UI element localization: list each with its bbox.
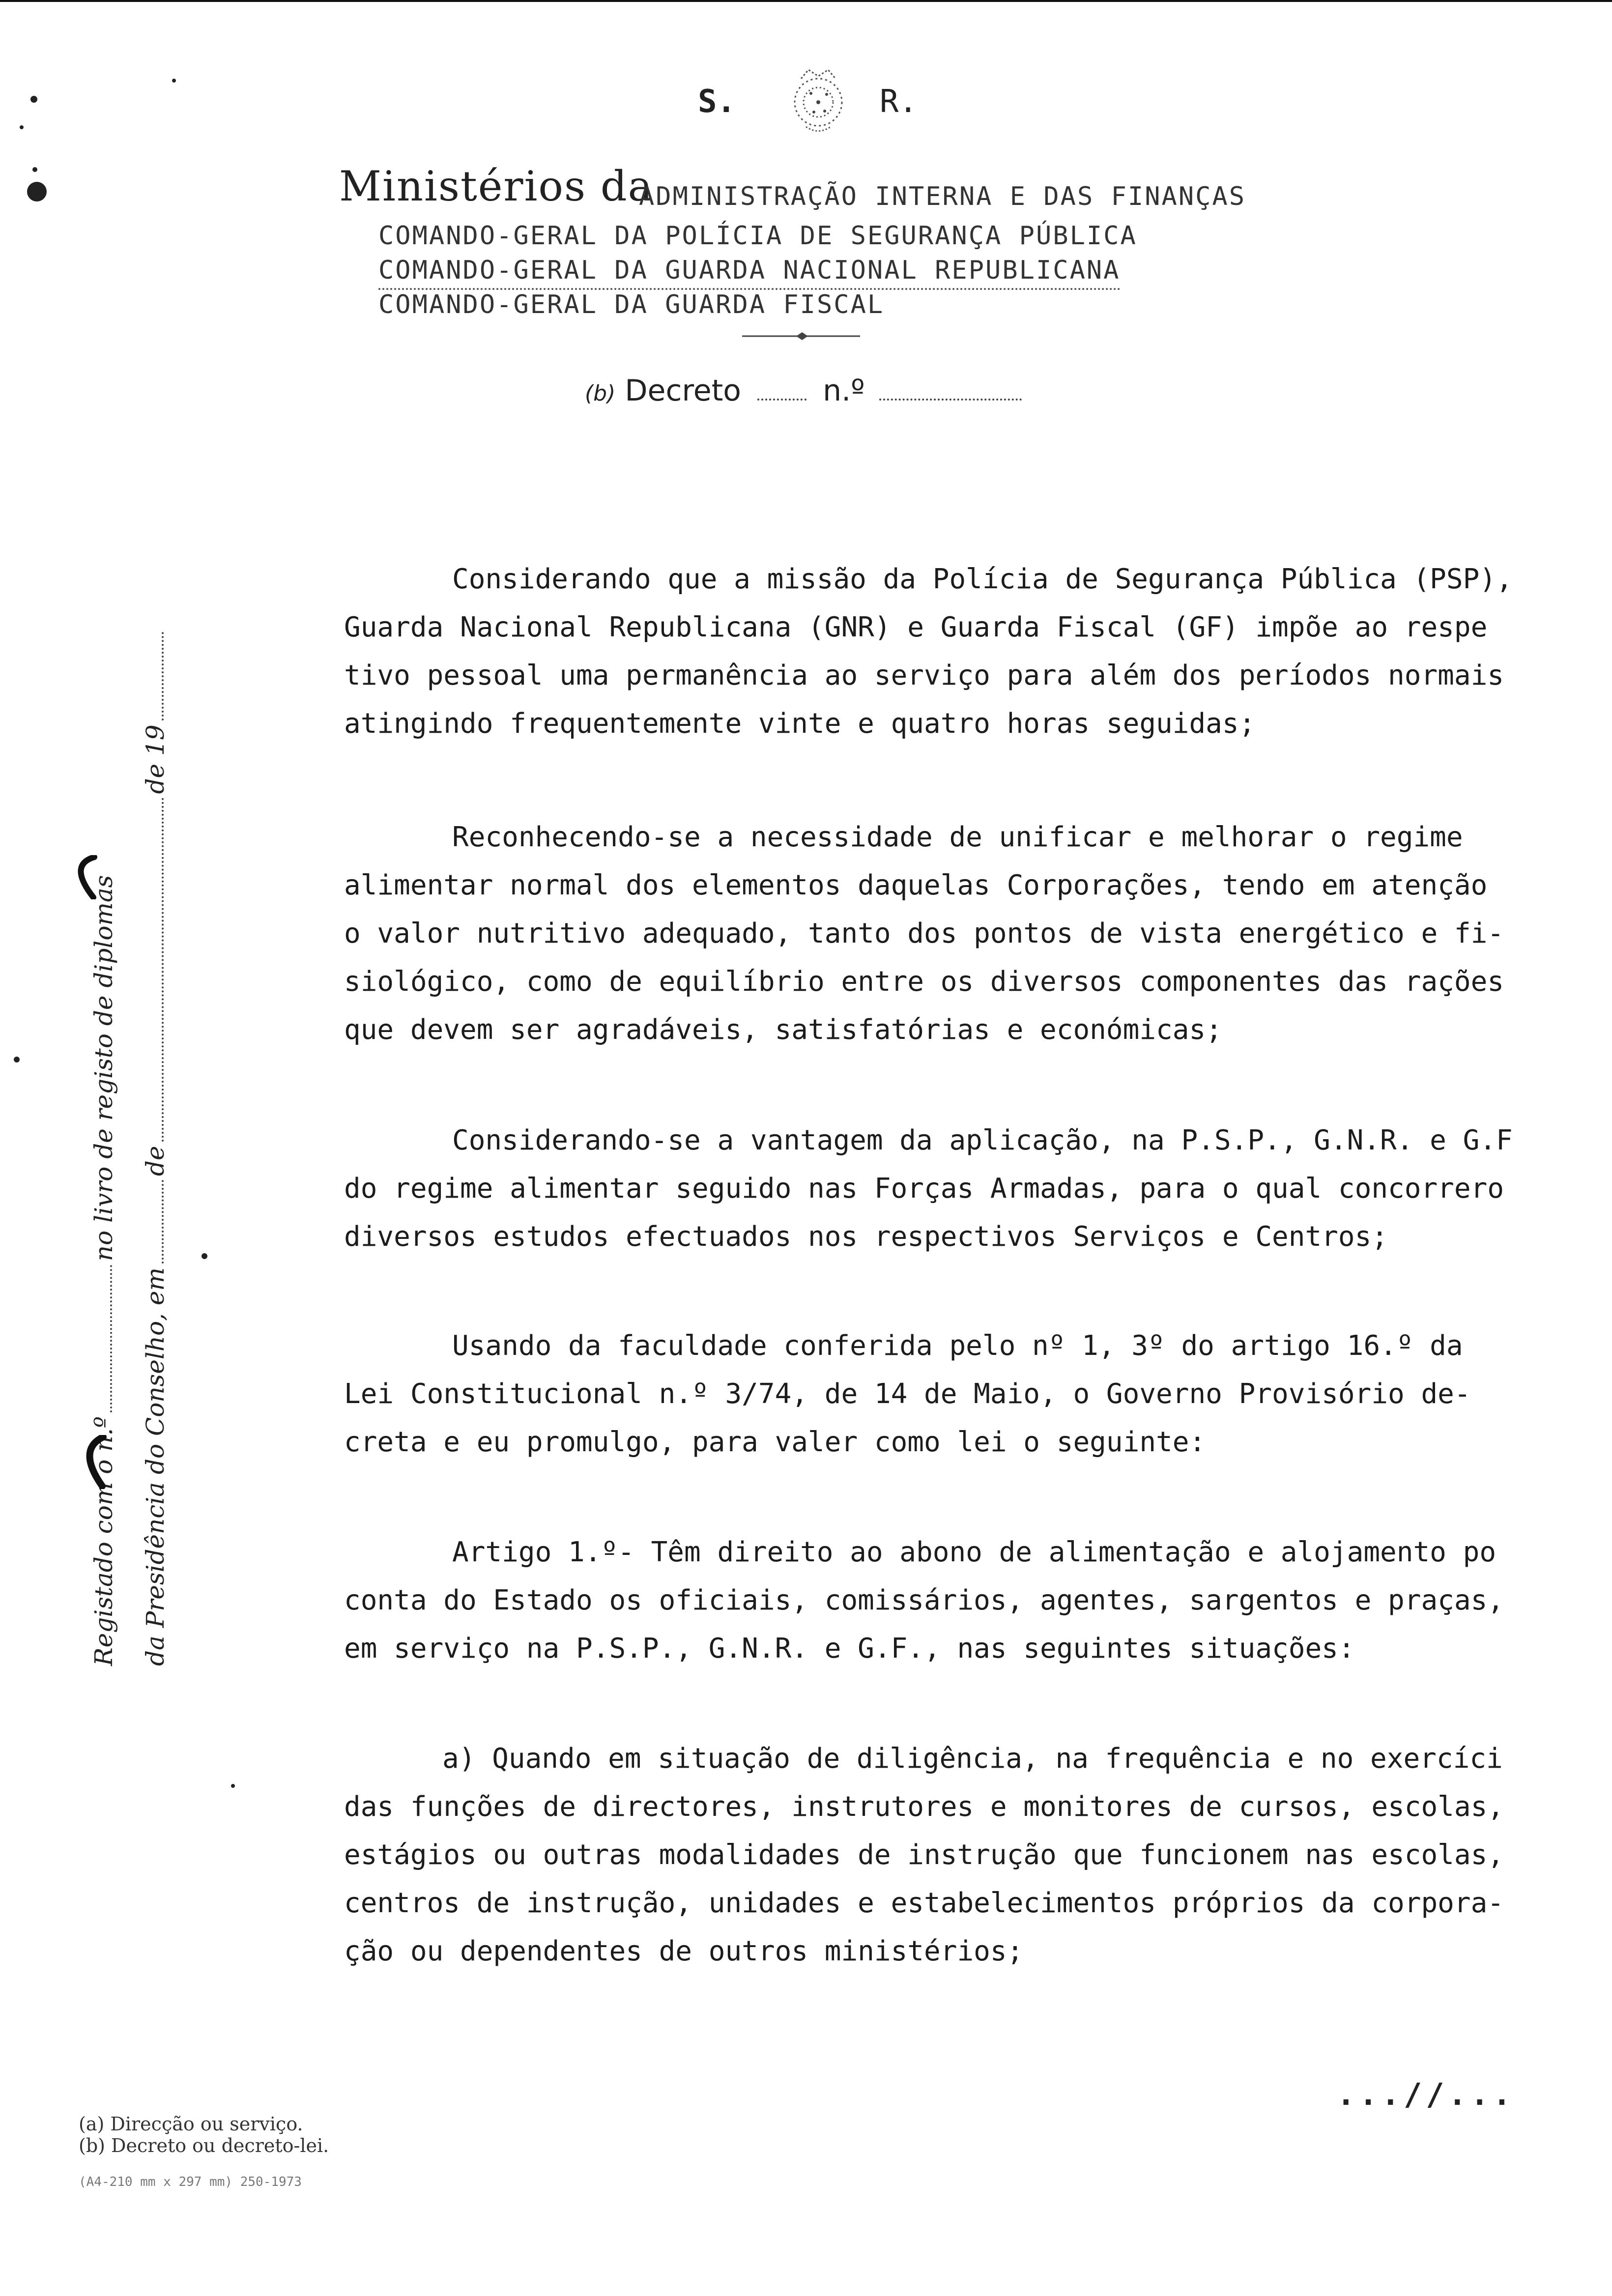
paragraph-considerando-missao [344, 555, 1607, 748]
paragraph-considerando-vantagem [344, 1117, 1607, 1261]
seal-right-letter: R. [880, 84, 918, 120]
paragraph-line: Guarda Nacional Republicana (GNR) e Guarda Fiscal (GF) impõe ao respe [344, 611, 1488, 643]
page-top-rule [0, 0, 1612, 2]
side-registry-line-2 [118, 388, 170, 1666]
paragraph-line: o valor nutritivo adequado, tanto dos pontos de vista energético e fi- [344, 918, 1504, 949]
registry-year-label: de 19 [141, 724, 170, 794]
ministerios-heading: Ministérios da [339, 162, 654, 210]
paragraph-line: em serviço na P.S.P., G.N.R. e G.F., nas seguintes situações: [344, 1633, 1355, 1665]
command-psp: COMANDO-GERAL DA POLÍCIA DE SEGURANÇA PÚBLICA [378, 221, 1137, 251]
scan-speck [20, 125, 24, 129]
footnote-a: (a) Direcção ou serviço. [79, 2113, 303, 2135]
command-gnr: COMANDO-GERAL DA GUARDA NACIONAL REPUBLICANA [378, 256, 1121, 290]
paragraph-line: do regime alimentar seguido nas Forças Armadas, para o qual concorrero [344, 1173, 1504, 1205]
article-1-item-a [344, 1735, 1607, 1976]
decree-number-label: n.º [823, 373, 865, 408]
scan-speck [172, 79, 176, 83]
paragraph-line: Considerando-se a vantagem da aplicação, na P.S.P., G.N.R. e G.F [452, 1124, 1513, 1156]
scan-speck [32, 167, 37, 172]
decree-blank-field [757, 399, 806, 401]
scan-speck [14, 1057, 20, 1062]
paragraph-line: Lei Constitucional n.º 3/74, de 14 de Maio, o Governo Provisório de- [344, 1378, 1471, 1410]
paragraph-line: tivo pessoal uma permanência ao serviço para além dos períodos normais [344, 660, 1504, 691]
seal-row [698, 64, 973, 138]
registry-year-field [162, 632, 164, 720]
paragraph-line: creta e eu promulgo, para valer como lei o seguinte: [344, 1426, 1206, 1458]
paragraph-line: a) Quando em situação de diligência, na frequência e no exercíci [442, 1743, 1503, 1775]
decree-line [585, 373, 1022, 408]
paragraph-line: siológico, como de equilíbrio entre os diversos componentes das rações [344, 966, 1504, 998]
footnote-b: (b) Decreto ou decreto-lei. [79, 2135, 329, 2156]
print-reference: (A4-210 mm x 297 mm) 250-1973 [79, 2175, 302, 2189]
paragraph-line: Artigo 1.º- Têm direito ao abono de alimentação e alojamento po [452, 1536, 1497, 1568]
registry-book-label: no livro de registo de diplomas [89, 875, 118, 1262]
decree-number-field [879, 399, 1022, 401]
paragraph-line: Considerando que a missão da Polícia de Segurança Pública (PSP), [452, 563, 1513, 595]
paragraph-line: que devem ser agradáveis, satisfatórias e económicas; [344, 1014, 1222, 1046]
decree-prefix: (b) [585, 381, 616, 406]
ministerios-department: ADMINISTRAÇÃO INTERNA E DAS FINANÇAS [639, 182, 1246, 211]
command-gf: COMANDO-GERAL DA GUARDA FISCAL [378, 290, 885, 319]
header-flourish [742, 330, 860, 342]
article-1 [344, 1528, 1607, 1673]
paragraph-line: das funções de directores, instrutores e monitores de cursos, escolas, [344, 1791, 1504, 1823]
continuation-mark: ...//... [1337, 2076, 1515, 2112]
paragraph-line: Usando da faculdade conferida pelo nº 1, 3º do artigo 16.º da [452, 1330, 1463, 1362]
scan-speck [27, 182, 47, 201]
official-seal-emblem [772, 64, 865, 138]
registry-number-field [110, 1265, 112, 1412]
paragraph-reconhecendo [344, 813, 1607, 1054]
scan-speck [202, 1253, 207, 1259]
paragraph-line: atingindo frequentemente vinte e quatro horas seguidas; [344, 708, 1256, 740]
margin-bracket-lower [74, 1435, 108, 1489]
registry-date-label: da Presidência do Conselho, em [141, 1267, 170, 1666]
paragraph-line: conta do Estado os oficiais, comissários, agentes, sargentos e praças, [344, 1584, 1504, 1616]
paragraph-line: Reconhecendo-se a necessidade de unificar e melhorar o regime [452, 821, 1463, 853]
paragraph-line: centros de instrução, unidades e estabelecimentos próprios da corpora- [344, 1887, 1504, 1919]
paragraph-line: diversos estudos efectuados nos respectivos Serviços e Centros; [344, 1221, 1388, 1253]
paragraph-line: alimentar normal dos elementos daquelas Corporações, tendo em atenção [344, 869, 1488, 901]
registry-number-label: Registado com o n.º [89, 1416, 118, 1666]
registry-month-field [162, 798, 164, 1142]
registry-de-label: de [141, 1146, 170, 1177]
footnotes [79, 2113, 329, 2156]
paragraph-line: estágios ou outras modalidades de instrução que funcionem nas escolas, [344, 1839, 1504, 1871]
margin-bracket-upper [64, 855, 98, 899]
scan-speck [30, 96, 37, 103]
paragraph-line: ção ou dependentes de outros ministérios; [344, 1935, 1024, 1967]
scan-speck [231, 1784, 235, 1788]
registry-day-field [162, 1180, 164, 1263]
decree-label: Decreto [625, 373, 741, 408]
seal-left-letter: S. [698, 84, 736, 120]
paragraph-usando-faculdade [344, 1322, 1607, 1466]
